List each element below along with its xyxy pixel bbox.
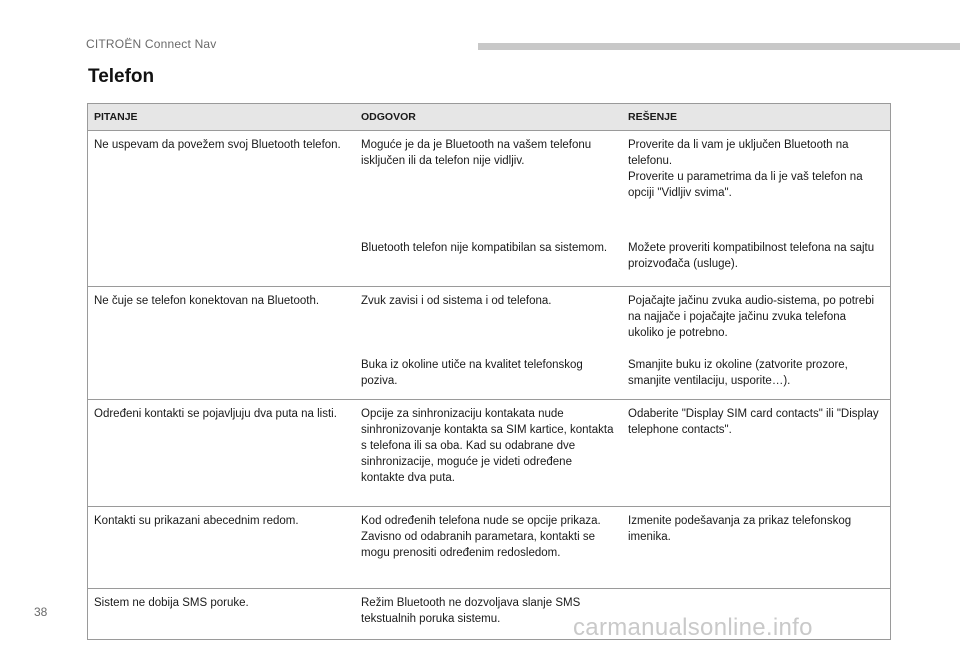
page-title: Telefon	[88, 66, 155, 87]
question-cell	[88, 234, 356, 287]
column-header-answer: ODGOVOR	[355, 104, 622, 131]
table-row	[88, 234, 891, 287]
column-header-question: PITANJE	[88, 104, 356, 131]
answer-cell: Buka iz okoline utiče na kvalitet telefonskog poziva.	[361, 359, 583, 387]
answer-cell: Kod određenih telefona nude se opcije prikaza. Zavisno od odabranih parametara, kontakti se mogu prenositi određenim redosledom.	[355, 507, 622, 589]
solution-cell: Odaberite "Display SIM card contacts" ili "Display telephone contacts".	[622, 400, 891, 507]
table-row	[88, 400, 891, 507]
brand-header: CITROËN Connect Nav	[86, 37, 217, 51]
solution-cell: Izmenite podešavanja za prikaz telefonskog imenika.	[622, 507, 891, 589]
question-cell: Sistem ne dobija SMS poruke.	[88, 589, 356, 640]
column-header-solution: REŠENJE	[622, 104, 891, 131]
answer-cell: Zvuk zavisi i od sistema i od telefona.	[355, 287, 622, 352]
question-cell: Određeni kontakti se pojavljuju dva puta na listi.	[88, 400, 356, 507]
answer-cell: Režim Bluetooth ne dozvoljava slanje SMS tekstualnih poruka sistemu.	[355, 589, 622, 640]
table-header-row	[88, 104, 891, 131]
header-bar	[478, 43, 960, 50]
troubleshooting-table	[87, 103, 891, 640]
question-cell: Kontakti su prikazani abecednim redom.	[88, 507, 356, 589]
table-row	[88, 287, 891, 352]
solution-cell	[622, 131, 891, 234]
question-cell	[88, 351, 356, 400]
table-row	[88, 351, 891, 400]
table-row	[88, 507, 891, 589]
solution-text: Proverite da li vam je uključen Bluetooth na telefonu. Proverite u parametrima da li je vaš telefon na opciji "Vidljiv svima".	[628, 139, 863, 199]
table-row	[88, 131, 891, 234]
page-number: 38	[34, 605, 48, 619]
solution-cell: Pojačajte jačinu zvuka audio-sistema, po potrebi na najjače i pojačajte jačinu zvuka telefona ukoliko je potrebno.	[622, 287, 891, 352]
question-cell: Ne uspevam da povežem svoj Bluetooth telefon.	[88, 131, 356, 234]
watermark: carmanualsonline.info	[573, 614, 813, 641]
question-cell: Ne čuje se telefon konektovan na Bluetooth.	[88, 287, 356, 352]
answer-cell: Opcije za sinhronizaciju kontakata nude sinhronizovanje kontakta sa SIM kartice, kontakta s telefona ili sa oba. Kad su odabrane dve sinhronizacije, moguće je videti određene kontakte dva puta.	[355, 400, 622, 507]
answer-cell: Bluetooth telefon nije kompatibilan sa sistemom.	[361, 241, 608, 254]
solution-cell: Smanjite buku iz okoline (zatvorite prozore, smanjite ventilaciju, usporite…).	[622, 351, 891, 400]
solution-cell: Možete proveriti kompatibilnost telefona na sajtu proizvođača (usluge).	[622, 234, 891, 287]
answer-cell: Moguće je da je Bluetooth na vašem telefonu isključen ili da telefon nije vidljiv.	[355, 131, 622, 234]
